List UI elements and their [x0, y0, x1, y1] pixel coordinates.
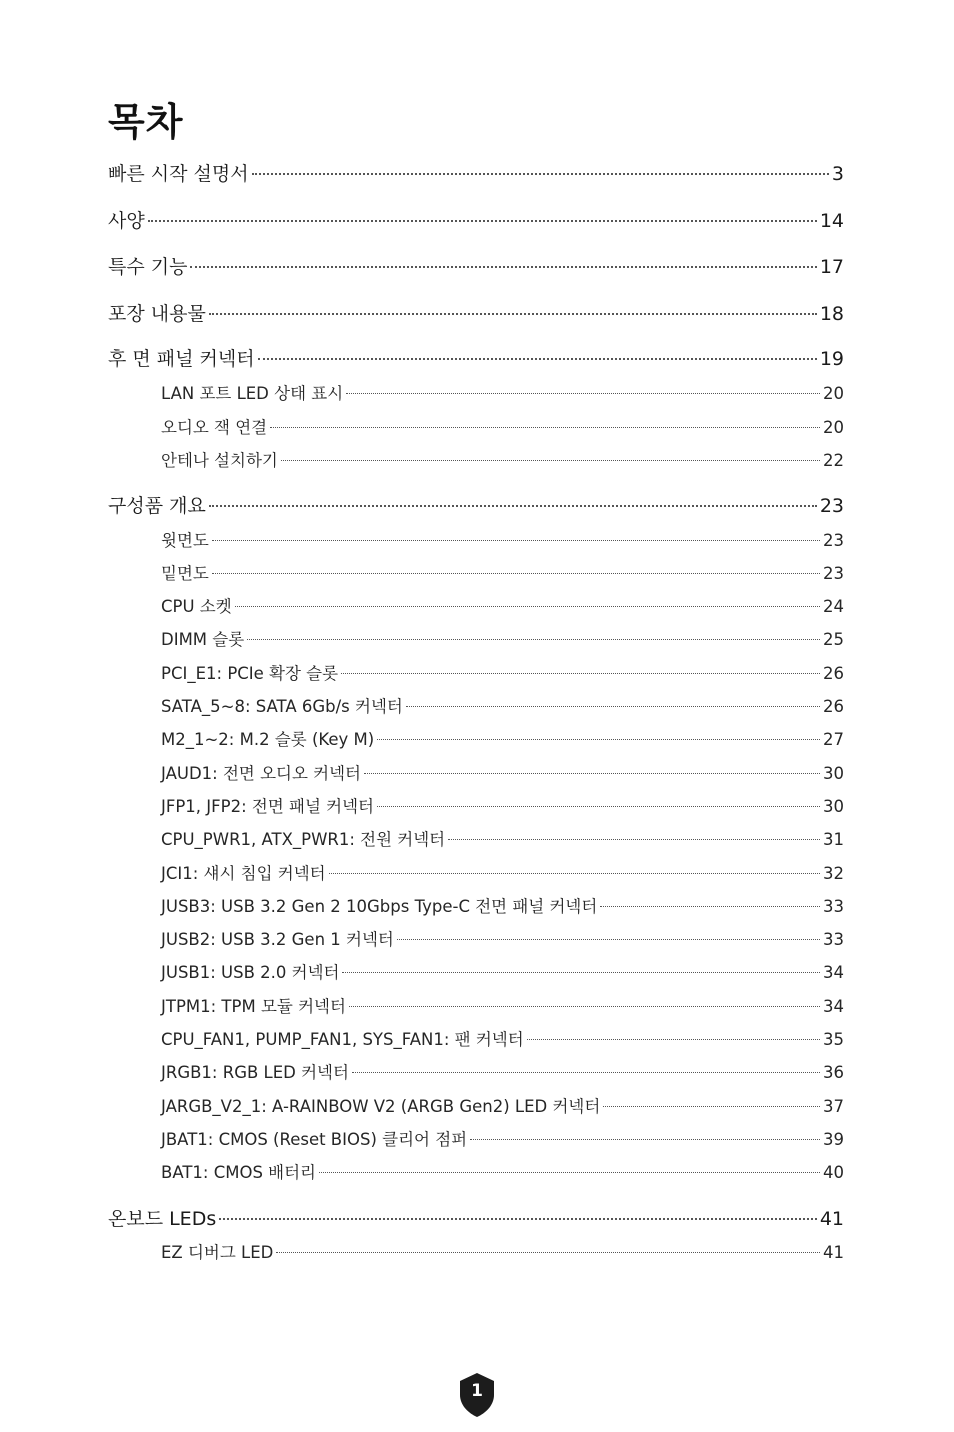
toc-entry-label: CPU 소켓	[161, 597, 232, 616]
toc-entry-top-view[interactable]	[161, 529, 844, 553]
toc-entry-jusb1[interactable]	[161, 961, 844, 985]
toc-entry-page: 25	[823, 630, 844, 649]
dot-leader	[603, 1106, 820, 1107]
toc-entry-jaud1[interactable]	[161, 762, 844, 786]
toc-entry-special-features[interactable]	[108, 253, 844, 281]
toc-entry-m2-slots[interactable]	[161, 728, 844, 752]
toc-entry-package-contents[interactable]	[108, 300, 844, 328]
toc-entry-page: 17	[819, 256, 844, 278]
dot-leader	[377, 739, 820, 740]
toc-entry-label: 후 면 패널 커넥터	[108, 348, 255, 370]
toc-entry-overview-of-components[interactable]	[108, 492, 844, 520]
toc-entry-quick-start[interactable]	[108, 160, 844, 188]
dot-leader	[252, 173, 829, 175]
toc-entry-page: 36	[823, 1063, 844, 1082]
toc-entry-page: 35	[823, 1030, 844, 1049]
dot-leader	[406, 706, 820, 707]
toc-entry-page: 30	[823, 797, 844, 816]
dot-leader	[276, 1252, 820, 1253]
dot-leader	[349, 1006, 820, 1007]
toc-entry-ez-debug-led[interactable]	[161, 1241, 844, 1265]
dot-leader	[258, 358, 817, 360]
toc-entry-jusb3[interactable]	[161, 895, 844, 919]
toc-entry-label: 특수 기능	[108, 256, 188, 278]
dot-leader	[235, 606, 820, 607]
dot-leader	[346, 393, 820, 394]
toc-entry-page: 26	[823, 664, 844, 683]
toc-entry-page: 23	[823, 531, 844, 550]
toc-entry-page: 18	[819, 303, 844, 325]
toc-entry-page: 33	[823, 897, 844, 916]
toc-entry-page: 14	[819, 210, 844, 232]
toc-entry-cpu-socket[interactable]	[161, 595, 844, 619]
toc-entry-label: JTPM1: TPM 모듈 커넥터	[161, 997, 346, 1016]
toc-entry-page: 31	[823, 830, 844, 849]
toc-entry-jtpm1[interactable]	[161, 995, 844, 1019]
dot-leader	[341, 673, 820, 674]
toc-entry-lan-port-led[interactable]	[161, 382, 844, 406]
toc-entry-label: 윗면도	[161, 531, 209, 550]
toc-entry-label: SATA_5~8: SATA 6Gb/s 커넥터	[161, 697, 403, 716]
toc-entry-label: JARGB_V2_1: A-RAINBOW V2 (ARGB Gen2) LED 커넥터	[161, 1097, 601, 1116]
toc-entry-rear-panel-connectors[interactable]	[108, 345, 844, 373]
toc-entry-dimm-slots[interactable]	[161, 628, 844, 652]
toc-entry-page: 39	[823, 1130, 844, 1149]
toc-entry-jrgb1[interactable]	[161, 1061, 844, 1085]
toc-entry-page: 34	[823, 963, 844, 982]
toc-entry-page: 30	[823, 764, 844, 783]
toc-entry-audio-jack[interactable]	[161, 416, 844, 440]
toc-entry-label: 포장 내용물	[108, 303, 206, 325]
dot-leader	[470, 1139, 820, 1140]
toc-entry-bottom-view[interactable]	[161, 562, 844, 586]
toc-entry-page: 33	[823, 930, 844, 949]
toc-entry-label: 오디오 잭 연결	[161, 418, 268, 437]
dot-leader	[600, 906, 820, 907]
toc-entry-fan-connectors[interactable]	[161, 1028, 844, 1052]
toc-entry-jfp[interactable]	[161, 795, 844, 819]
dot-leader	[448, 839, 820, 840]
toc-entry-specifications[interactable]	[108, 207, 844, 235]
dot-leader	[527, 1039, 820, 1040]
toc-entry-label: PCI_E1: PCIe 확장 슬롯	[161, 664, 339, 683]
toc-entry-page: 40	[823, 1163, 844, 1182]
page-number-badge	[457, 1372, 497, 1418]
dot-leader	[209, 313, 817, 315]
toc-entry-jci1[interactable]	[161, 862, 844, 886]
toc-entry-label: CPU_PWR1, ATX_PWR1: 전원 커넥터	[161, 830, 446, 849]
toc-entry-pci-e1[interactable]	[161, 662, 844, 686]
page-number: 1	[471, 1381, 483, 1401]
dot-leader	[377, 806, 820, 807]
dot-leader	[329, 873, 820, 874]
toc-entry-label: M2_1~2: M.2 슬롯 (Key M)	[161, 730, 375, 749]
toc-entry-page: 20	[823, 384, 844, 403]
toc-entry-label: 빠른 시작 설명서	[108, 163, 249, 185]
toc-entry-page: 37	[823, 1097, 844, 1116]
toc-entry-label: LAN 포트 LED 상태 표시	[161, 384, 344, 403]
toc-entry-jargb[interactable]	[161, 1095, 844, 1119]
toc-entry-jusb2[interactable]	[161, 928, 844, 952]
toc-entry-label: JUSB1: USB 2.0 커넥터	[161, 963, 340, 982]
toc-entry-label: 온보드 LEDs	[108, 1208, 217, 1230]
toc-entry-label: 구성품 개요	[108, 495, 206, 517]
toc-entry-onboard-leds[interactable]	[108, 1205, 844, 1233]
toc-entry-label: JCI1: 섀시 침입 커넥터	[161, 864, 326, 883]
toc-entry-bat1[interactable]	[161, 1161, 844, 1185]
dot-leader	[342, 972, 820, 973]
toc-entry-label: JUSB3: USB 3.2 Gen 2 10Gbps Type-C 전면 패널 커넥터	[161, 897, 598, 916]
toc-entry-label: 안테나 설치하기	[161, 451, 278, 470]
toc-entry-page: 26	[823, 697, 844, 716]
toc-entry-page: 19	[819, 348, 844, 370]
dot-leader	[352, 1072, 820, 1073]
toc-entry-page: 27	[823, 730, 844, 749]
toc-entry-label: EZ 디버그 LED	[161, 1243, 274, 1262]
dot-leader	[219, 1218, 817, 1220]
toc-entry-label: DIMM 슬롯	[161, 630, 245, 649]
toc-entry-label: CPU_FAN1, PUMP_FAN1, SYS_FAN1: 팬 커넥터	[161, 1030, 524, 1049]
toc-entry-page: 34	[823, 997, 844, 1016]
dot-leader	[397, 939, 820, 940]
toc-entry-label: BAT1: CMOS 배터리	[161, 1163, 316, 1182]
toc-entry-page: 23	[819, 495, 844, 517]
dot-leader	[319, 1172, 820, 1173]
toc-entry-label: 밑면도	[161, 564, 209, 583]
toc-entry-page: 3	[831, 163, 844, 185]
dot-leader	[364, 773, 820, 774]
toc-entry-jbat1[interactable]	[161, 1128, 844, 1152]
toc-entry-label: JUSB2: USB 3.2 Gen 1 커넥터	[161, 930, 394, 949]
dot-leader	[281, 460, 820, 461]
dot-leader	[247, 639, 820, 640]
dot-leader	[270, 427, 820, 428]
dot-leader	[212, 540, 820, 541]
toc-entry-label: JAUD1: 전면 오디오 커넥터	[161, 764, 361, 783]
toc-entry-page: 41	[819, 1208, 844, 1230]
toc-entry-label: JFP1, JFP2: 전면 패널 커넥터	[161, 797, 374, 816]
page-title: 목차	[108, 100, 184, 144]
toc-entry-page: 41	[823, 1243, 844, 1262]
toc-entry-page: 32	[823, 864, 844, 883]
toc-entry-label: JBAT1: CMOS (Reset BIOS) 클리어 점퍼	[161, 1130, 468, 1149]
toc-entry-page: 20	[823, 418, 844, 437]
toc-entry-label: JRGB1: RGB LED 커넥터	[161, 1063, 349, 1082]
toc-entry-sata[interactable]	[161, 695, 844, 719]
toc-entry-page: 22	[823, 451, 844, 470]
toc-entry-power-connectors[interactable]	[161, 828, 844, 852]
toc-entry-page: 24	[823, 597, 844, 616]
toc-entry-page: 23	[823, 564, 844, 583]
dot-leader	[209, 505, 817, 507]
dot-leader	[148, 220, 817, 222]
toc-entry-label: 사양	[108, 210, 145, 232]
dot-leader	[190, 266, 816, 268]
dot-leader	[212, 573, 820, 574]
toc-entry-antenna[interactable]	[161, 449, 844, 473]
